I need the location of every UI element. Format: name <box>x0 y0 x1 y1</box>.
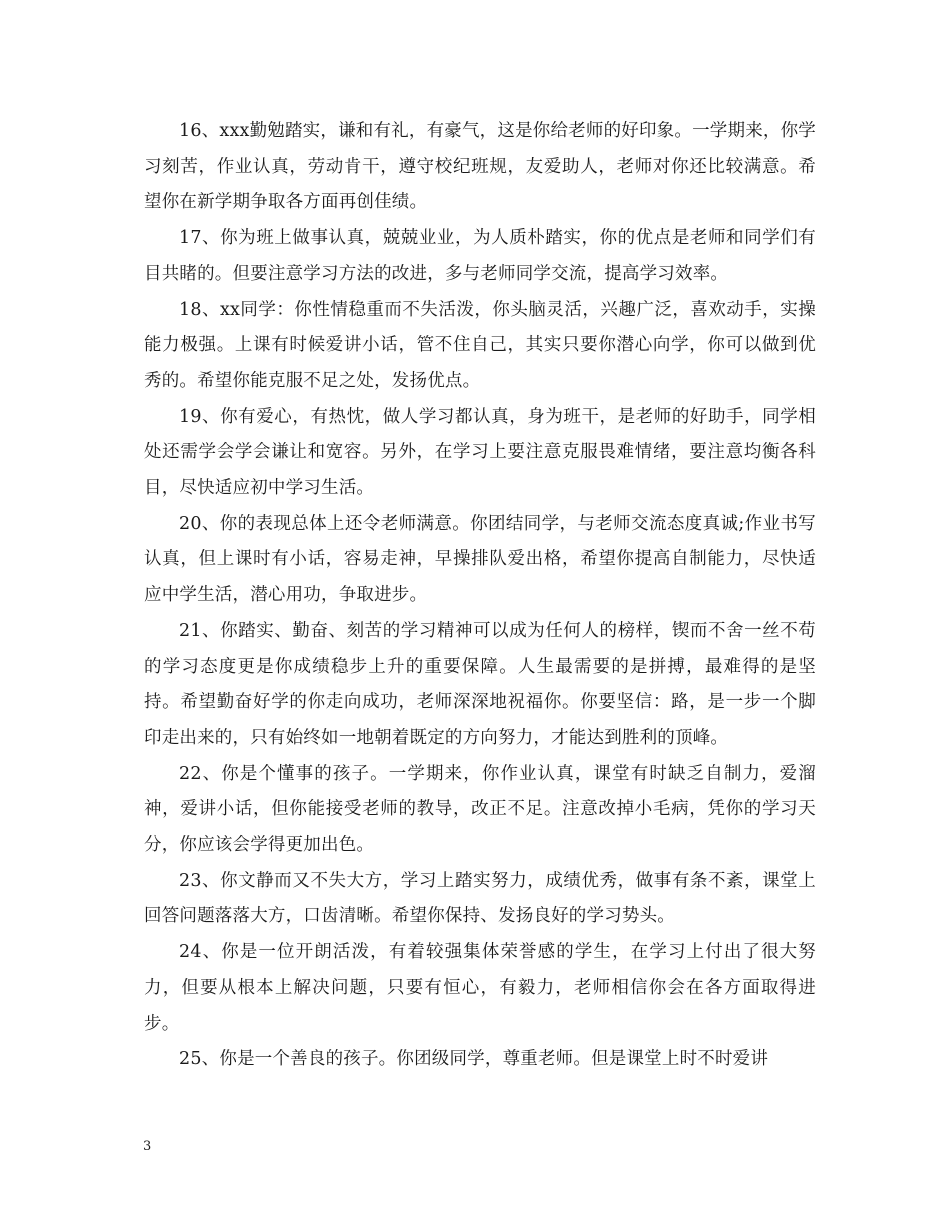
paragraph-17: 17、你为班上做事认真，兢兢业业，为人质朴踏实，你的优点是老师和同学们有目共睹的。但要注意学习方法的改进，多与老师同学交流，提高学习效率。 <box>144 228 816 284</box>
page-number: 3 <box>143 1139 152 1154</box>
document-body <box>144 114 816 1078</box>
paragraph-21: 21、你踏实、勤奋、刻苦的学习精神可以成为任何人的榜样，锲而不舍一丝不苟的学习态度更是你成绩稳步上升的重要保障。人生最需要的是拼搏，最难得的是坚持。希望勤奋好学的你走向成功，老师深深地祝福你。你要坚信：路，是一步一个脚印走出来的，只有始终如一地朝着既定的方向努力，才能达到胜利的顶峰。 <box>144 620 816 748</box>
paragraph-16: 16、xxx勤勉踏实，谦和有礼，有豪气，这是你给老师的好印象。一学期来，你学习刻苦，作业认真，劳动肯干，遵守校纪班规，友爱助人，老师对你还比较满意。希望你在新学期争取各方面再创佳绩。 <box>144 121 816 213</box>
paragraph-25: 25、你是一个善良的孩子。你团级同学，尊重老师。但是课堂上时不时爱讲 <box>179 1049 769 1070</box>
paragraph-22: 22、你是个懂事的孩子。一学期来，你作业认真，课堂有时缺乏自制力，爱溜神，爱讲小话，但你能接受老师的教导，改正不足。注意改掉小毛病，凭你的学习天分，你应该会学得更加出色。 <box>144 763 816 856</box>
paragraph-19: 19、你有爱心，有热忱，做人学习都认真，身为班干，是老师的好助手，同学相处还需学会学会谦让和宽容。另外，在学习上要注意克服畏难情绪，要注意均衡各科目，尽快适应初中学习生活。 <box>144 406 816 499</box>
paragraph-20: 20、你的表现总体上还令老师满意。你团结同学，与老师交流态度真诚;作业书写认真，但上课时有小话，容易走神，早操排队爱出格，希望你提高自制能力，尽快适应中学生活，潜心用功，争取进步。 <box>144 513 816 606</box>
paragraph-18: 18、xx同学：你性情稳重而不失活泼，你头脑灵活，兴趣广泛，喜欢动手，实操能力极强。上课有时候爱讲小话，管不住自己，其实只要你潜心向学，你可以做到优秀的。希望你能克服不足之处，发扬优点。 <box>144 299 816 391</box>
paragraph-24: 24、你是一位开朗活泼，有着较强集体荣誉感的学生，在学习上付出了很大努力，但要从根本上解决问题，只要有恒心，有毅力，老师相信你会在各方面取得进步。 <box>144 942 816 1034</box>
paragraph-23: 23、你文静而又不失大方，学习上踏实努力，成绩优秀，做事有条不紊，课堂上回答问题落落大方，口齿清晰。希望你保持、发扬良好的学习势头。 <box>144 870 816 927</box>
